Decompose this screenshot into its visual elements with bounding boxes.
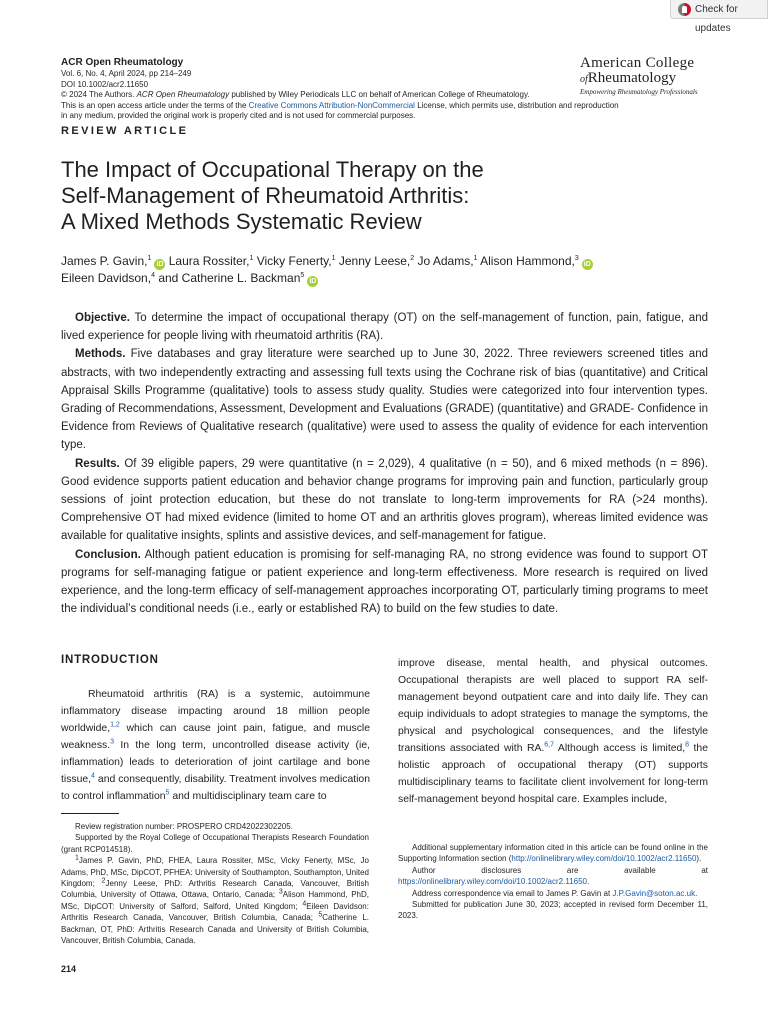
check-for-updates-button[interactable] [670,0,768,34]
journal-doi: DOI 10.1002/acr2.11650 [61,79,149,89]
journal-name: ACR Open Rheumatology [61,57,184,68]
affiliations-note: $^1$James P. Gavin, PhD, FHEA, Laura Rossiter, MSc, Vicky Fenerty, MSc, Jo Adams, PhD, MSc, DipCOT, PFHEA: University of Southampton, Southampton, United Kingdom; $^2$Jenny Leese, PhD: Arthritis Research Canada, Vancouver, British Columbia, University of Ottawa, Ottawa, Ontario, Canada; $^3$Alison Hammond, PhD, MSc, DipCOT: University of Salford, Salford, United Kingdom; $^4$Eileen Davidson: Arthritis Research Canada, Vancouver, British Columbia, Canada; $^5$Catherine L. Backman, OT, PhD: Arthritis Research Canada and University of British Columbia, Vancouver, British Columbia, Canada. [61,854,369,946]
email-link[interactable]: J.P.Gavin@soton.ac.uk [612,888,696,898]
correspondence-note: Address correspondence via email to James P. Gavin at J.P.Gavin@soton.ac.uk. [412,888,698,898]
orcid-icon[interactable]: iD [583,261,591,268]
abstract-results: Results. Of 39 eligible papers, 29 were quantitative (n = 2,029), 4 qualitative (n = 50), and 6 mixed methods (n = 896). Good evidence supports patient education and behavior change programs for improving pain and function, particularly group sessions of joint protection education, but these do not translate to long-term improvements for RA (>24 months). Comprehensive OT had mixed evidence (limited to home OT and an arthritis gloves program), whereas limited evidence was available for qualitative insights, splints and assistive devices, and self-management for fatigue. [61,457,708,543]
ref-link[interactable]: 6,7 [544,741,555,749]
ref-link[interactable]: 3 [110,738,114,746]
author-list: James P. Gavin,$^1$iD Laura Rossiter,$^1$ Vicky Fenerty,$^1$ Jenny Leese,$^2$ Jo Adams,$^1$ Alison Hammond,$^3$iD Eileen Davidson,$^4$ and Catherine L. Backman$^5$iD [61,254,591,285]
funding-note: Supported by the Royal College of Occupational Therapists Research Foundation (grant RCP014518). [61,833,369,854]
page-number: 214 [61,964,77,974]
ref-link[interactable]: 1,2 [110,721,120,729]
logo-line2: ofRheumatology [580,70,677,86]
intro-paragraph: Rheumatoid arthritis (RA) is a systemic, autoimmune inflammatory disease impacting around 18 million people worldwide,$^{1,2}$ which can cause joint pain, fatigue, and muscle weakness.$^3$ In the long term, uncontrolled disease activity (ie, inflammation) leads to deterioration of joint cartilage and bone tissue,$^4$ and consequently, disability. Treatment involves medication to control inflammation$^5$ and multidisciplinary team care to [61,689,370,802]
intro-paragraph-continued: improve disease, mental health, and physical outcomes. Occupational therapists are well placed to support RA self-management beyond outpatient care and into daily life. They can equip individuals to adopt strategies to manage the symptoms, the physical and psychological consequences, and the lifestyle transitions associated with RA.$^{6,7}$ Although access is limited,$^8$ the holistic approach of occupational therapy (OT) supports multidisciplinary teams to facilitate client involvement for long-term self-management beyond hospital care. Examples include, [398,658,708,805]
footnotes-left [61,821,369,946]
orcid-icon[interactable]: iD [156,261,164,268]
copyright-line: © 2024 The Authors. ACR Open Rheumatology published by Wiley Periodicals LLC on behalf of American College of Rheumatology. [61,90,530,99]
ref-link[interactable]: 8 [685,741,690,749]
abstract [61,309,708,618]
footnote-divider [61,813,119,814]
intro-column-left [61,652,370,805]
license-line: This is an open access article under the terms of the Creative Commons Attribution-NonCommercial License, which permits use, distribution and reproduction in any medium, provided the original work is properly cited and is not used for commercial purposes. [61,100,619,120]
abstract-objective: Objective. To determine the impact of occupational therapy (OT) on the self-management of function, pain, fatigue, and lived experience for people living with rheumatoid arthritis (RA). [61,312,708,343]
supplementary-note: Additional supplementary information cited in this article can be found online in the Supporting Information section (http://onlinelibrary.wiley.com/doi/10.1002/acr2.11650). [398,843,708,864]
check-for-updates-label: Check for updates [695,4,738,34]
disclosures-link[interactable]: https://onlinelibrary.wiley.com/doi/10.1002/acr2.11650 [398,877,587,887]
disclosures-note: Author disclosures are available at https://onlinelibrary.wiley.com/doi/10.1002/acr2.11650. [398,865,708,887]
journal-volume: Vol. 6, No. 4, April 2024, pp 214–249 [61,69,192,78]
registration-note: Review registration number: PROSPERO CRD42022302205. [75,822,293,831]
logo-tagline: Empowering Rheumatology Professionals [580,88,698,96]
article-title: The Impact of Occupational Therapy on the Self-Management of Rheumatoid Arthritis: A Mixed Methods Systematic Review [61,157,484,234]
footnotes-right [398,842,708,922]
crossmark-icon [678,3,691,16]
abstract-methods: Methods. Five databases and gray literature were searched up to June 30, 2022. Three reviewers screened titles and abstracts, with two independently extracting and assessing full texts using the Cochrane risk of bias (quantitative) and Critical Appraisal Skills Programme (qualitative) tools to assess study quality. Studies were categorized into four intervention types. Grading of Recommendations, Assessment, Development and Evaluations (GRADE) (quantitative) and GRADE- Confidence in Evidence from Reviews of Qualitative research (qualitative) were used to assess the quality of evidence for each intervention type. [61,348,708,452]
submission-note: Submitted for publication June 30, 2023; accepted in revised form December 11, 2023. [398,900,708,921]
journal-info [61,56,621,122]
acr-logo [580,56,710,97]
orcid-icon[interactable]: iD [309,278,317,285]
supplementary-link[interactable]: http://onlinelibrary.wiley.com/doi/10.1002/acr2.11650 [511,854,697,864]
intro-heading: INTRODUCTION [61,654,159,666]
abstract-conclusion: Conclusion. Although patient education is promising for self-managing RA, no strong evidence was found to support OT programs for self-managing fatigue or patient experience and long-term effectiveness. More research is required on lived experience, and the long-term efficacy of self-management approaches incorporating OT, particularly timing programs to meet the individual’s conditional needs (i.e., early or established RA) to build on the few studies to date. [61,548,708,616]
ref-link[interactable]: 4 [91,772,95,780]
logo-line1: American College [580,55,695,71]
ref-link[interactable]: 5 [165,789,170,797]
article-type-label: REVIEW ARTICLE [61,125,189,137]
license-link[interactable]: Creative Commons Attribution-NonCommercial [248,100,415,110]
intro-column-right [398,655,708,808]
